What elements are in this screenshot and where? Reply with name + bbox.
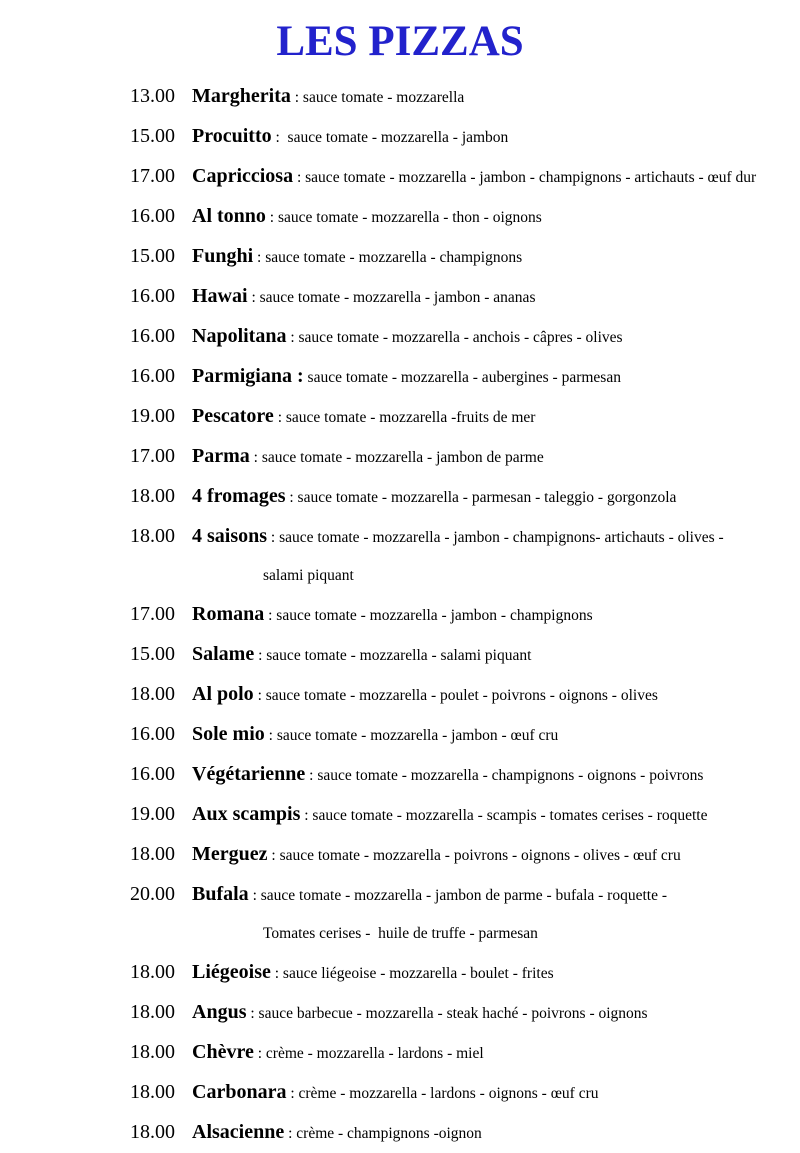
item-name: 4 fromages xyxy=(192,485,286,507)
menu-item xyxy=(130,1073,798,1113)
item-name: Carbonara xyxy=(192,1081,287,1103)
menu-item xyxy=(130,197,798,237)
item-name: Al polo xyxy=(192,683,254,705)
item-description: : sauce tomate - mozzarella - anchois - câpres - olives xyxy=(286,329,623,346)
item-price: 17.00 xyxy=(130,603,175,625)
item-name: Procuitto xyxy=(192,125,272,147)
item-name: Hawai xyxy=(192,285,248,307)
menu-item xyxy=(130,875,798,915)
item-description: : sauce tomate - mozzarella xyxy=(290,89,465,106)
menu-item xyxy=(130,953,798,993)
item-name: Napolitana xyxy=(192,325,287,347)
item-description: : sauce tomate - mozzarella - poulet - poivrons - oignons - olives xyxy=(253,687,658,704)
item-description-line2: Tomates cerises - huile de truffe - parmesan xyxy=(263,925,538,942)
item-description: : sauce tomate - mozzarella - jambon - œuf cru xyxy=(264,727,559,744)
item-name: Liégeoise xyxy=(192,961,271,983)
item-price: 16.00 xyxy=(130,365,175,387)
item-price: 18.00 xyxy=(130,1081,175,1103)
item-price: 18.00 xyxy=(130,1041,175,1063)
menu-item xyxy=(130,835,798,875)
item-description: : sauce tomate - mozzarella - jambon de parme xyxy=(249,449,544,466)
item-description: : crème - mozzarella - lardons - miel xyxy=(253,1045,484,1062)
menu-item xyxy=(130,1033,798,1073)
item-price: 18.00 xyxy=(130,961,175,983)
item-description: : sauce barbecue - mozzarella - steak haché - poivrons - oignons xyxy=(246,1005,648,1022)
item-name: 4 saisons xyxy=(192,525,268,547)
item-name: Chèvre xyxy=(192,1041,254,1063)
menu-list xyxy=(0,77,800,1153)
item-description: : sauce tomate - mozzarella - jambon - champignons - artichauts - œuf dur xyxy=(293,169,757,186)
menu-page xyxy=(0,20,800,1151)
item-name: Funghi xyxy=(192,245,254,267)
item-name: Alsacienne xyxy=(192,1121,285,1143)
item-description: : sauce tomate - mozzarella - jambon - champignons- artichauts - olives - xyxy=(267,529,724,546)
item-price: 20.00 xyxy=(130,883,175,905)
item-name: Parma xyxy=(192,445,250,467)
item-name: Aux scampis xyxy=(192,803,301,825)
menu-item xyxy=(130,437,798,477)
item-description: : sauce tomate - mozzarella - jambon xyxy=(271,129,509,146)
item-description: : sauce tomate - mozzarella - champignons - oignons - poivrons xyxy=(305,767,704,784)
menu-item xyxy=(130,993,798,1033)
item-description: : crème - mozzarella - lardons - oignons - œuf cru xyxy=(286,1085,599,1102)
item-description: : sauce tomate - mozzarella - parmesan - taleggio - gorgonzola xyxy=(285,489,677,506)
item-price: 16.00 xyxy=(130,325,175,347)
item-name: Al tonno xyxy=(192,205,266,227)
menu-item xyxy=(130,755,798,795)
item-description: : sauce tomate - mozzarella - thon - oignons xyxy=(265,209,542,226)
menu-item xyxy=(130,1113,798,1153)
item-name: Parmigiana : xyxy=(192,365,304,387)
item-name: Margherita xyxy=(192,85,291,107)
item-price: 19.00 xyxy=(130,803,175,825)
item-description: : sauce tomate - mozzarella - jambon - ananas xyxy=(247,289,536,306)
page-title: LES PIZZAS xyxy=(276,18,524,65)
menu-item xyxy=(130,635,798,675)
item-description: : sauce tomate - mozzarella - jambon - champignons xyxy=(264,607,593,624)
menu-item xyxy=(130,397,798,437)
menu-item xyxy=(130,595,798,635)
item-description: : crème - champignons -oignon xyxy=(284,1125,482,1142)
menu-item xyxy=(130,795,798,835)
menu-item xyxy=(130,237,798,277)
item-price: 18.00 xyxy=(130,1121,175,1143)
item-description: : sauce tomate - mozzarella - jambon de parme - bufala - roquette - xyxy=(248,887,667,904)
menu-item xyxy=(130,277,798,317)
item-name: Bufala xyxy=(192,883,249,905)
item-price: 17.00 xyxy=(130,445,175,467)
item-price: 15.00 xyxy=(130,643,175,665)
menu-item xyxy=(130,517,798,557)
item-price: 17.00 xyxy=(130,165,175,187)
menu-item xyxy=(130,715,798,755)
item-price: 13.00 xyxy=(130,85,175,107)
item-description-line2: salami piquant xyxy=(263,567,354,584)
item-price: 16.00 xyxy=(130,763,175,785)
item-description: : sauce tomate - mozzarella - poivrons - oignons - olives - œuf cru xyxy=(267,847,681,864)
item-description: sauce tomate - mozzarella - aubergines - parmesan xyxy=(303,369,621,386)
item-price: 18.00 xyxy=(130,485,175,507)
item-price: 18.00 xyxy=(130,525,175,547)
item-description: : sauce liégeoise - mozzarella - boulet - frites xyxy=(270,965,554,982)
item-price: 15.00 xyxy=(130,245,175,267)
item-price: 16.00 xyxy=(130,723,175,745)
menu-item xyxy=(130,317,798,357)
item-price: 15.00 xyxy=(130,125,175,147)
item-name: Salame xyxy=(192,643,255,665)
menu-item xyxy=(130,157,798,197)
item-price: 18.00 xyxy=(130,683,175,705)
item-price: 18.00 xyxy=(130,1001,175,1023)
item-description: : sauce tomate - mozzarella - scampis - tomates cerises - roquette xyxy=(300,807,708,824)
item-name: Merguez xyxy=(192,843,268,865)
item-description: : sauce tomate - mozzarella - champignons xyxy=(253,249,523,266)
item-name: Capricciosa xyxy=(192,165,294,187)
item-name: Végétarienne xyxy=(192,763,306,785)
item-name: Angus xyxy=(192,1001,247,1023)
menu-item xyxy=(130,357,798,397)
item-price: 16.00 xyxy=(130,285,175,307)
menu-item xyxy=(130,675,798,715)
menu-item xyxy=(130,117,798,157)
item-price: 19.00 xyxy=(130,405,175,427)
item-price: 18.00 xyxy=(130,843,175,865)
item-name: Pescatore xyxy=(192,405,274,427)
menu-item xyxy=(130,477,798,517)
item-price: 16.00 xyxy=(130,205,175,227)
menu-item xyxy=(130,77,798,117)
item-name: Sole mio xyxy=(192,723,265,745)
item-name: Romana xyxy=(192,603,265,625)
item-description: : sauce tomate - mozzarella - salami piquant xyxy=(254,647,532,664)
item-description: : sauce tomate - mozzarella -fruits de mer xyxy=(273,409,536,426)
